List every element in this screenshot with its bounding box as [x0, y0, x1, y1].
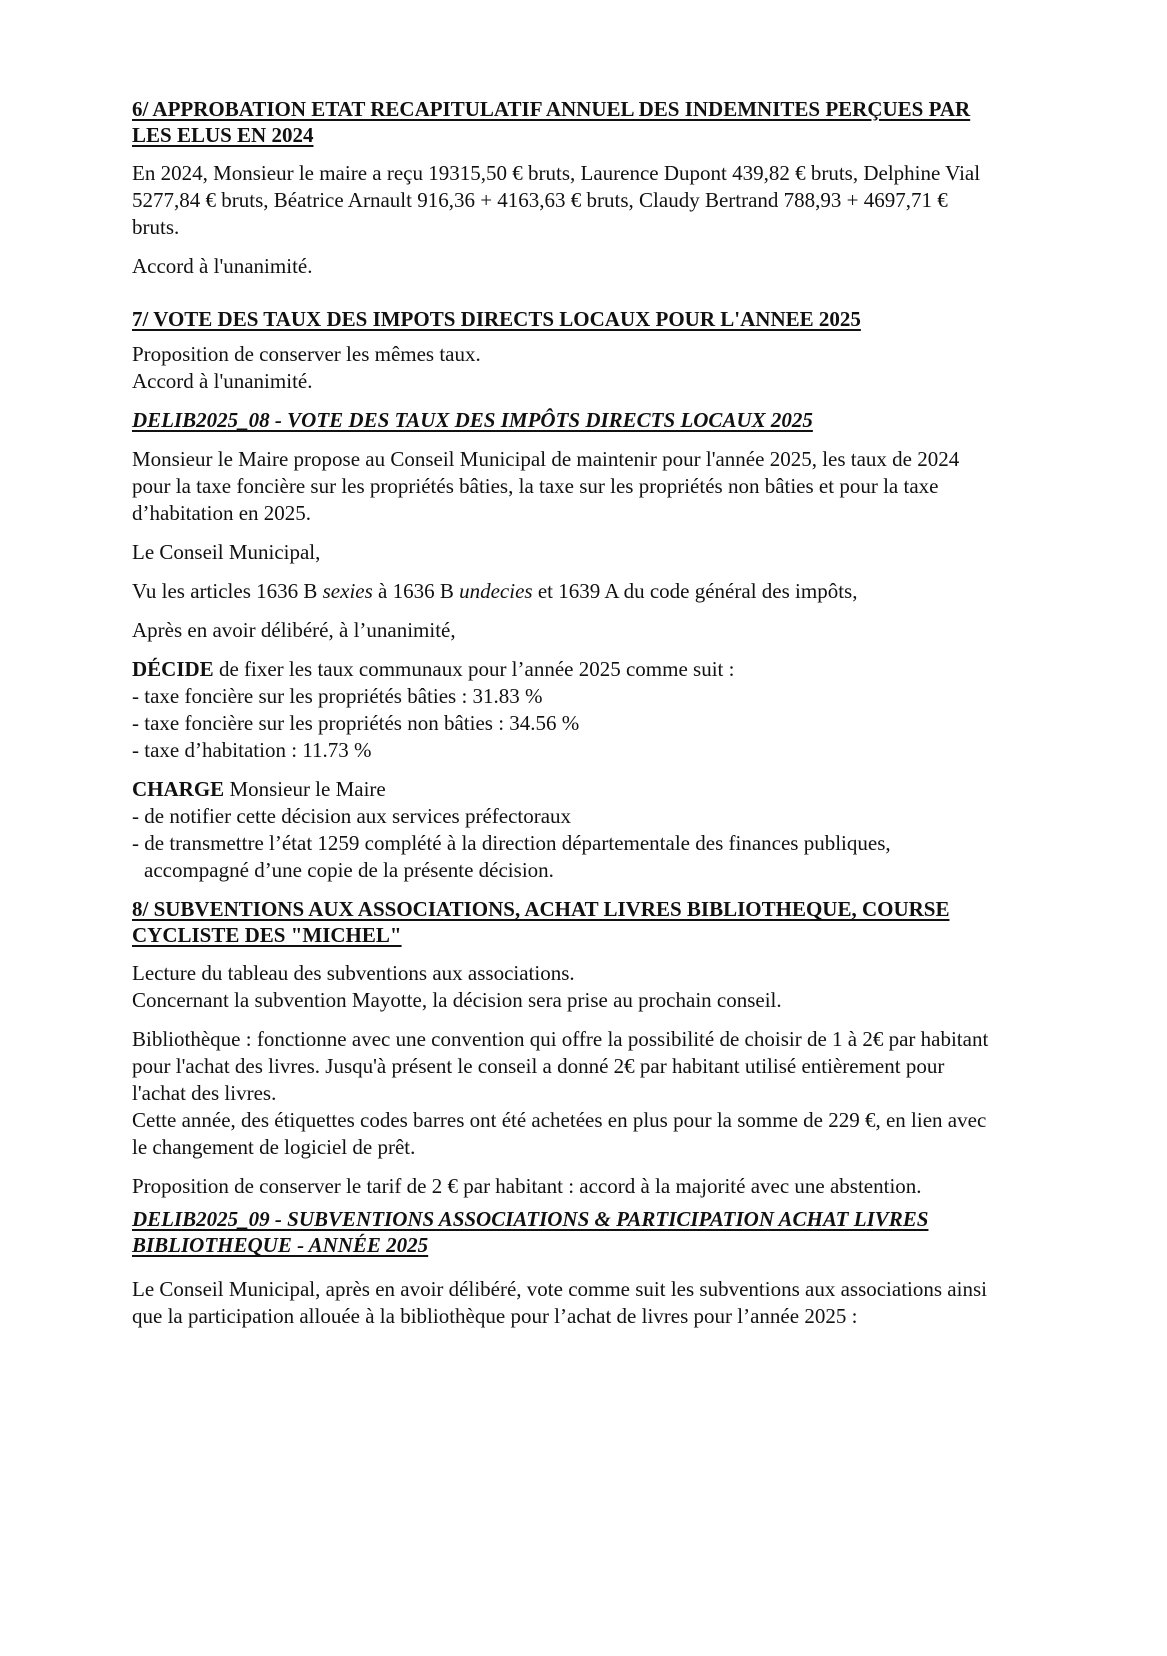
section-6-title: 6/ APPROBATION ETAT RECAPITULATIF ANNUEL DES INDEMNITES PERÇUES PAR LES ELUS EN 2024	[132, 97, 971, 147]
section-6-result: Accord à l'unanimité.	[132, 254, 313, 278]
delib-08-decide	[132, 656, 997, 683]
section-8-proposition: Proposition de conserver le tarif de 2 € par habitant : accord à la majorité avec une abstention.	[132, 1174, 922, 1198]
delib-08-title: DELIB2025_08 - VOTE DES TAUX DES IMPÔTS DIRECTS LOCAUX 2025	[132, 408, 813, 432]
charge-item-transmit: - de transmettre l’état 1259 complété à la direction départementale des finances publiques,	[132, 831, 891, 855]
vu-text-e: et 1639 A du code général des impôts,	[532, 579, 858, 603]
charge-keyword: CHARGE	[132, 777, 225, 801]
charge-text: Monsieur le Maire	[224, 777, 386, 801]
delib-09-body: Le Conseil Municipal, après en avoir délibéré, vote comme suit les subventions aux associations ainsi que la participation allouée à la bibliothèque pour l’achat de livres pour l’année 2025 :	[132, 1277, 987, 1328]
section-8-etiquettes: Cette année, des étiquettes codes barres ont été achetées en plus pour la somme de 229 €, en lien avec le changement de logiciel de prêt.	[132, 1108, 987, 1159]
section-7-title: 7/ VOTE DES TAUX DES IMPOTS DIRECTS LOCAUX POUR L'ANNEE 2025	[132, 307, 861, 331]
section-7-proposal: Proposition de conserver les mêmes taux.	[132, 342, 481, 366]
section-8-mayotte: Concernant la subvention Mayotte, la décision sera prise au prochain conseil.	[132, 988, 782, 1012]
delib-09-title: DELIB2025_09 - SUBVENTIONS ASSOCIATIONS & PARTICIPATION ACHAT LIVRES BIBLIOTHEQUE - ANNÉE 2025	[132, 1207, 929, 1257]
vu-text-sexies: sexies	[322, 579, 373, 603]
delib-08-vu	[132, 578, 997, 605]
vu-text-undecies: undecies	[459, 579, 533, 603]
section-8-title: 8/ SUBVENTIONS AUX ASSOCIATIONS, ACHAT LIVRES BIBLIOTHEQUE, COURSE CYCLISTE DES "MICHEL"	[132, 897, 950, 947]
section-6-body: En 2024, Monsieur le maire a reçu 19315,50 € bruts, Laurence Dupont 439,82 € bruts, Delphine Vial 5277,84 € bruts, Béatrice Arnault 916,36 + 4163,63 € bruts, Claudy Bertrand 788,93 + 4697,71 € bruts.	[132, 161, 981, 239]
section-8-bibliotheque: Bibliothèque : fonctionne avec une convention qui offre la possibilité de choisir de 1 à 2€ par habitant pour l'achat des livres. Jusqu'à présent le conseil a donné 2€ par habitant utilisé entièrement pour l'achat des livres.	[132, 1027, 989, 1105]
decide-text: de fixer les taux communaux pour l’année 2025 comme suit :	[213, 657, 735, 681]
vu-text-a: Vu les articles 1636 B	[132, 579, 323, 603]
delib-08-charge	[132, 776, 997, 803]
section-8-lecture: Lecture du tableau des subventions aux associations.	[132, 961, 575, 985]
delib-08-apres: Après en avoir délibéré, à l’unanimité,	[132, 618, 456, 642]
rate-habitation: - taxe d’habitation : 11.73 %	[132, 738, 372, 762]
decide-keyword: DÉCIDE	[132, 657, 214, 681]
delib-08-intro: Monsieur le Maire propose au Conseil Municipal de maintenir pour l'année 2025, les taux de 2024 pour la taxe foncière sur les propriétés bâties, la taxe sur les propriétés non bâties et pour la taxe d’habitation en 2025.	[132, 447, 960, 525]
rate-non-bati: - taxe foncière sur les propriétés non bâties : 34.56 %	[132, 711, 580, 735]
rate-bati: - taxe foncière sur les propriétés bâties : 31.83 %	[132, 684, 543, 708]
charge-item-notify: - de notifier cette décision aux services préfectoraux	[132, 804, 572, 828]
section-7-result: Accord à l'unanimité.	[132, 369, 313, 393]
charge-item-continuation: accompagné d’une copie de la présente décision.	[144, 858, 554, 882]
vu-text-c: à 1636 B	[372, 579, 460, 603]
delib-08-council: Le Conseil Municipal,	[132, 540, 321, 564]
